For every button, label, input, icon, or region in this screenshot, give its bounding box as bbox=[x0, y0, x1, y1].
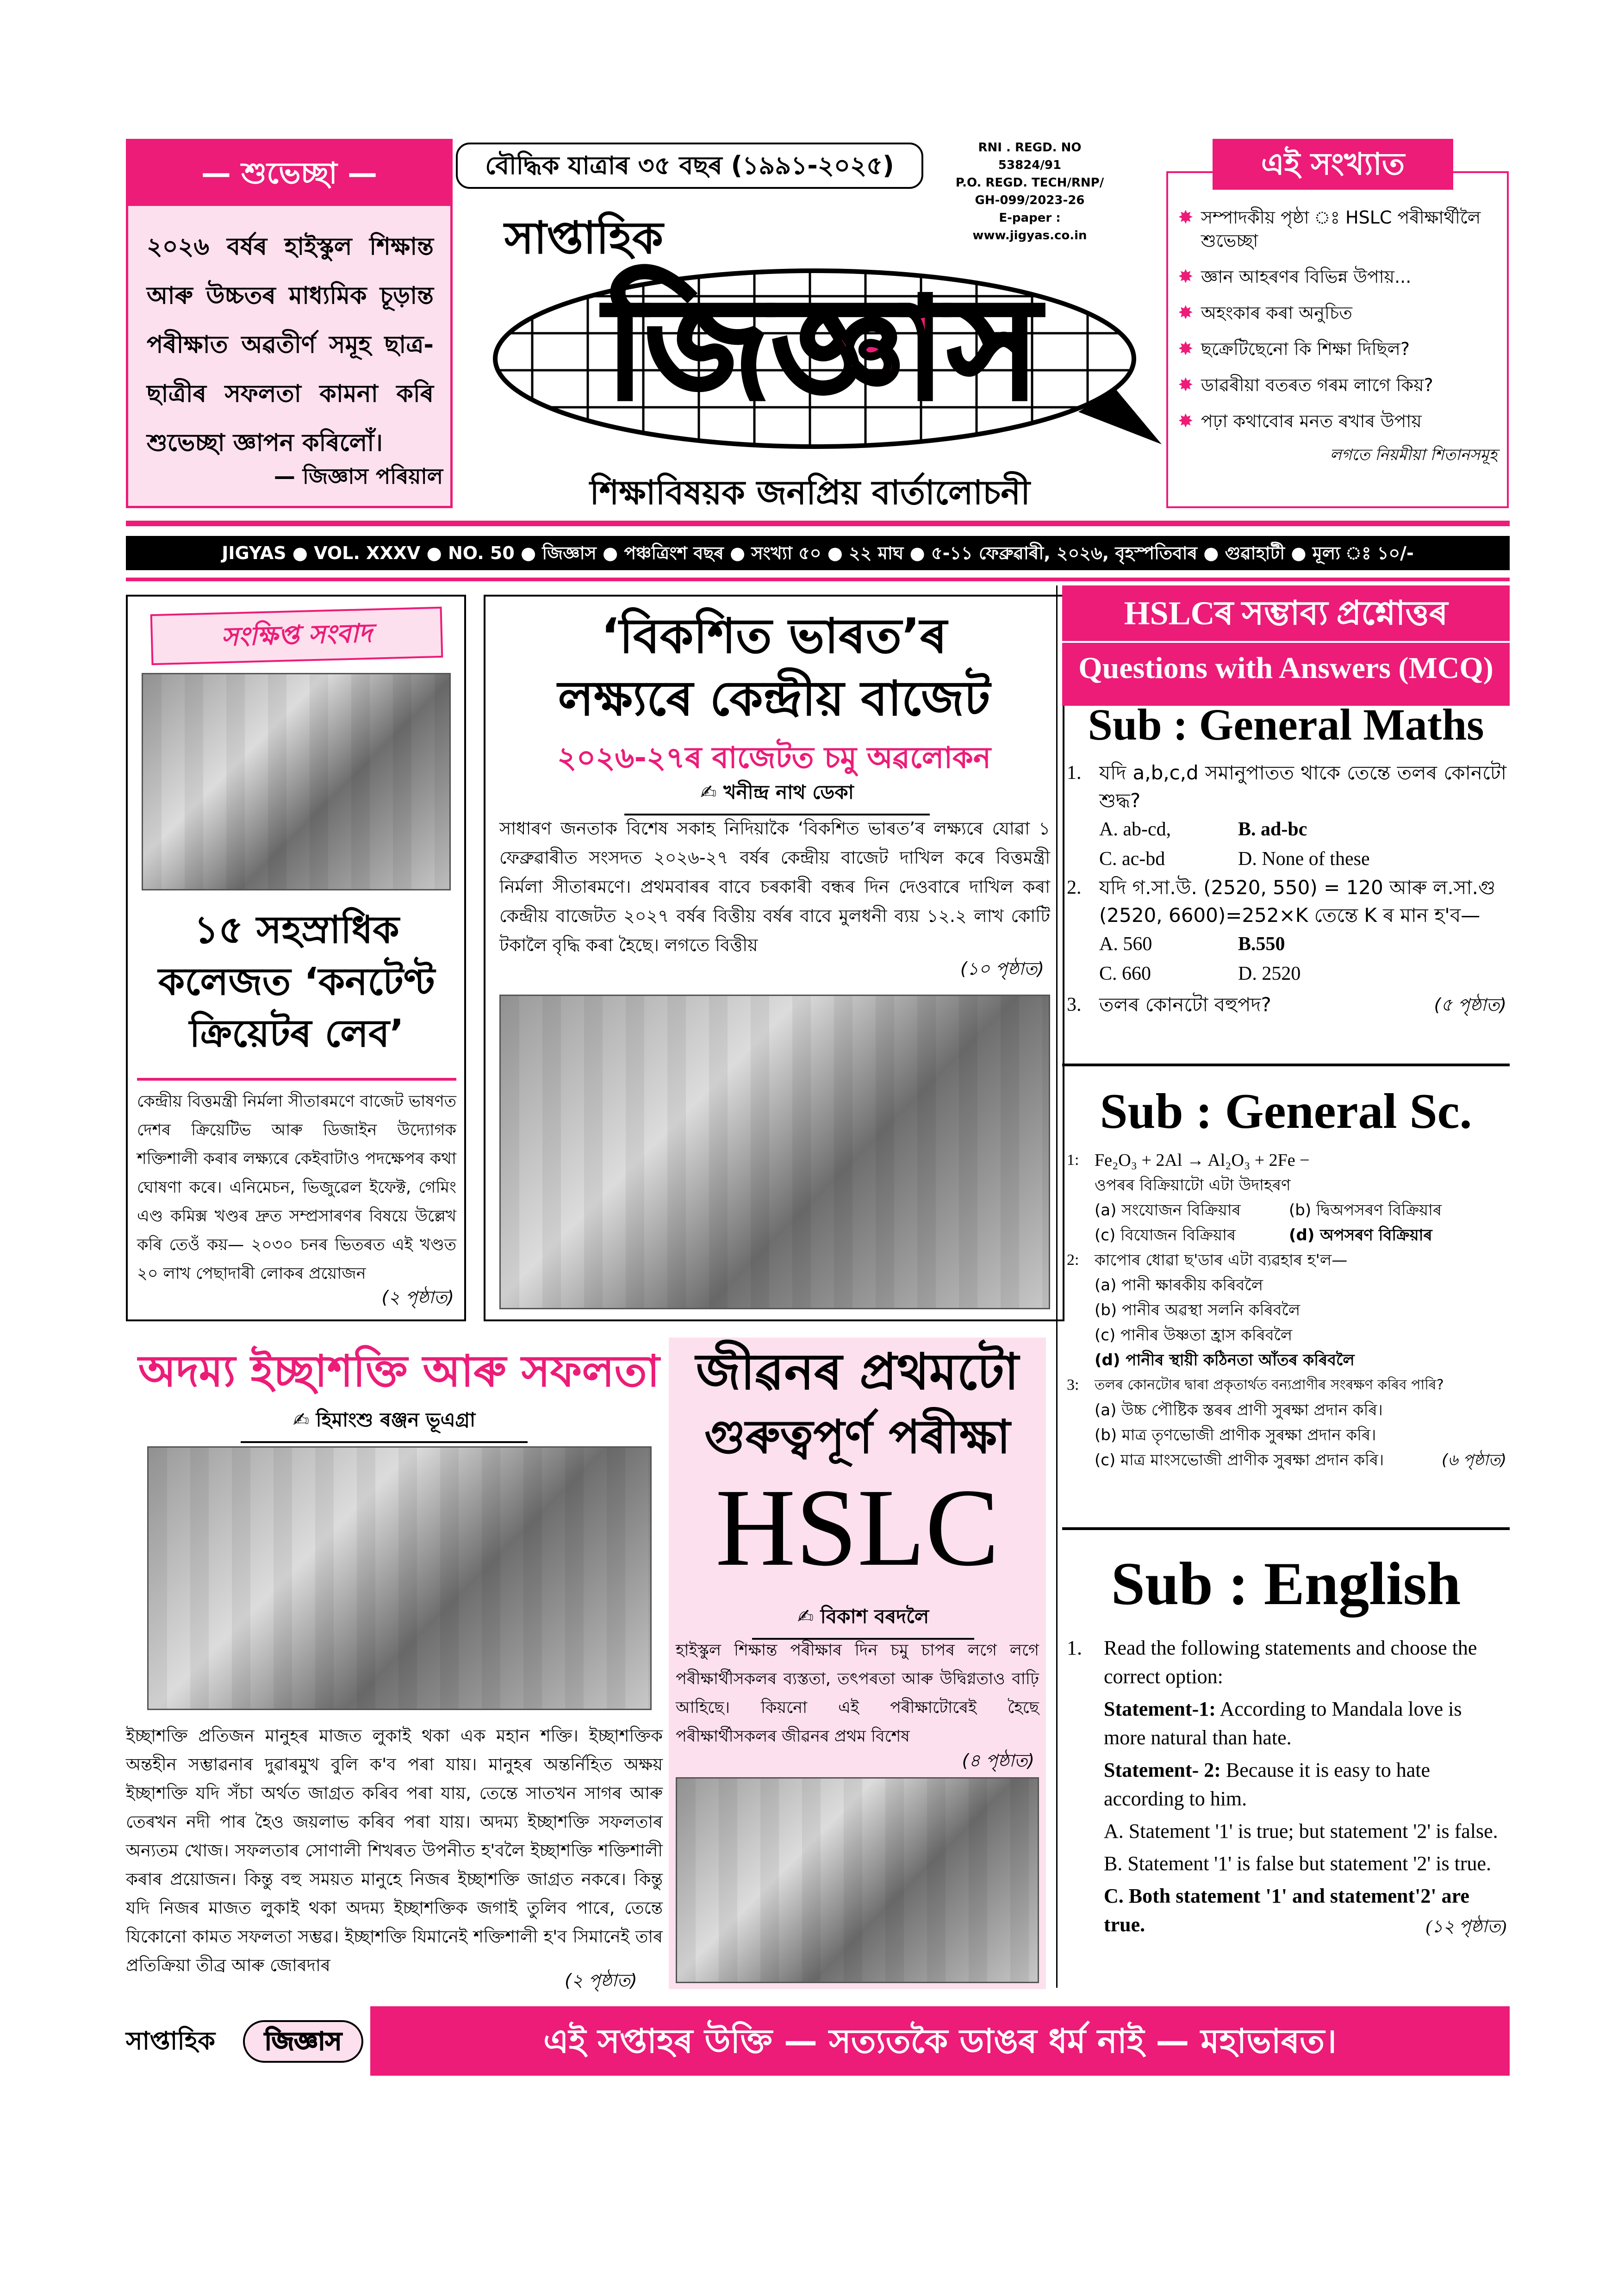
greeting-box bbox=[126, 139, 453, 508]
science-q1-d: (d) অপসৰণ বিক্ৰিয়াৰ bbox=[1289, 1226, 1432, 1244]
science-title: Sub : General Sc. bbox=[1100, 1084, 1472, 1139]
maths-q2-opt-b: B.550 bbox=[1238, 933, 1285, 955]
brief-news-label: সংক্ষিপ্ত সংবাদ bbox=[150, 607, 443, 665]
contents-item[interactable]: ✸ জ্ঞান আহৰণৰ বিভিন্ন উপায়... bbox=[1178, 266, 1412, 287]
hslc-qa-title-en: Questions with Answers (MCQ) bbox=[1062, 641, 1510, 694]
brief-news-ref[interactable]: (২ পৃষ্ঠাত) bbox=[381, 1287, 454, 1307]
footer-logo: জিজ্ঞাস bbox=[243, 2020, 363, 2063]
science-q1-c: (c) বিযোজন বিক্ৰিয়াৰ bbox=[1095, 1226, 1236, 1244]
english-statement-1: Statement-1: According to Mandala love is more natural than hate. bbox=[1104, 1698, 1462, 1749]
brief-news-box bbox=[126, 595, 466, 1321]
english-opt-c: C. Both statement '1' and statement'2' are true. bbox=[1104, 1885, 1469, 1936]
maths-q3: তলৰ কোনটো বহুপদ? bbox=[1099, 993, 1271, 1016]
star-bullet-icon: ✸ bbox=[1178, 302, 1194, 324]
hslc-exam-big: HSLC bbox=[715, 1466, 1000, 1589]
contents-list bbox=[1178, 206, 1497, 469]
brief-news-body: কেন্দ্ৰীয় বিত্তমন্ত্ৰী নিৰ্মলা সীতাৰমণে বাজেট ভাষণত দেশৰ ক্ৰিয়েটিভ আৰু ডিজাইন উদ্যোগক শক্তিশালী কৰাৰ লক্ষ্যৰে কেইবাটাও পদক্ষেপৰ কথা ঘোষণা কৰে। এনিমেচন, ভিজুৱেল ইফেক্ট, গেমিং এণ্ড কমিক্স খণ্ডৰ দ্ৰুত সম্প্ৰসাৰণৰ বিষয়ে উল্লেখ কৰি তেওঁ কয়— ২০৩০ চনৰ ভিতৰত এই খণ্ডত ২০ লাখ পেছাদাৰী লোকৰ প্ৰয়োজন bbox=[137, 1092, 456, 1283]
contents-title: এই সংখ্যাত bbox=[1213, 139, 1453, 190]
star-bullet-icon: ✸ bbox=[1178, 338, 1194, 360]
contents-item[interactable]: ✸ পঢ়া কথাবোৰ মনত ৰখাৰ উপায় bbox=[1178, 411, 1422, 432]
maths-questions: 1. যদি a,b,c,d সমানুপাতত থাকে তেন্তে তলৰ কোনটো শুদ্ধ? A. ab-cd, B. ad-bc C. ac-bd D. None of these 2. যদি গ.সা.উ. (2520, 550) = 120 আৰু ল.সা.গু (2520, 6600)=252×K তেন্তে K ৰ মান হ'ব— A. 560 B.550 C. 660 D. 2520 3. তলৰ কোনটো বহুপদ? (৫ পৃষ্ঠাত) bbox=[1067, 759, 1506, 1021]
science-q2-c: (c) পানীৰ উষ্ণতা হ্ৰাস কৰিবলৈ bbox=[1095, 1326, 1293, 1344]
rule-pink bbox=[126, 521, 1510, 526]
willpower-headline: অদম্য ইচ্ছাশক্তি আৰু সফলতা bbox=[138, 1346, 660, 1397]
science-q2-b: (b) পানীৰ অৱস্থা সলনি কৰিবলৈ bbox=[1095, 1301, 1300, 1319]
budget-headline-1: ‘বিকশিত ভাৰত’ৰ bbox=[601, 608, 947, 664]
column-divider bbox=[1056, 585, 1058, 1988]
science-questions: 1: Fe₂O₃ + 2Al → Al₂O₃ + 2Fe − ওপৰৰ বিক্ৰিয়াটো এটা উদাহৰণ (a) সংযোজন বিক্ৰিয়াৰ (b) দ্বিঅপসৰণ বিক্ৰিয়াৰ (c) বিযোজন বিক্ৰিয়াৰ (d) অপসৰণ বিক্ৰিয়াৰ 2: কাপোৰ ধোৱা ছ'ডাৰ এটা ব্যৱহাৰ হ'ল— (a) পানী ক্ষাৰকীয় কৰিবলৈ (b) পানীৰ অৱস্থা সলনি কৰিবলৈ (c) পানীৰ উষ্ণতা হ্ৰাস কৰিবলৈ (d) পানীৰ স্থায়ী কঠিনতা আঁতৰ কৰিবলৈ 3: তলৰ কোনটোৰ দ্বাৰা প্ৰকৃতাৰ্থত বন্যপ্ৰাণীৰ সংৰক্ষণ কৰিব পাৰি? (a) উচ্চ পৌষ্টিক স্তৰৰ প্ৰাণী সুৰক্ষা প্ৰদান কৰি। (b) মাত্ৰ তৃণভোজী প্ৰাণীক সুৰক্ষা প্ৰদান কৰি। (c) মাত্ৰ মাংসভোজী প্ৰাণীক সুৰক্ষা প্ৰদান কৰি। (৬ পৃষ্ঠাত) bbox=[1067, 1148, 1506, 1473]
star-bullet-icon: ✸ bbox=[1178, 374, 1194, 396]
maths-q2-opt-d: D. 2520 bbox=[1238, 963, 1301, 984]
science-ref[interactable]: (৬ পৃষ্ঠাত) bbox=[1441, 1451, 1506, 1469]
willpower-byline: ✍ হিমাংশু ৰঞ্জন ভূএগ্ৰা bbox=[241, 1405, 528, 1443]
science-q1-a: (a) সংযোজন বিক্ৰিয়াৰ bbox=[1095, 1201, 1241, 1220]
greeting-title: — শুভেচ্ছা — bbox=[128, 141, 450, 206]
science-q3-a: (a) উচ্চ পৌষ্টিক স্তৰৰ প্ৰাণী সুৰক্ষা প্ৰদান কৰি। bbox=[1095, 1401, 1383, 1419]
hslc-exam-ref[interactable]: (৪ পৃষ্ঠাত) bbox=[962, 1750, 1034, 1771]
brief-news-photo bbox=[142, 673, 451, 890]
hslc-exam-headline-1: জীৱনৰ প্ৰথমটো bbox=[696, 1343, 1019, 1401]
masthead-journey: বৌদ্ধিক যাত্ৰাৰ ৩৫ বছৰ (১৯৯১-২০২৫) bbox=[456, 143, 923, 189]
budget-photo bbox=[499, 995, 1050, 1309]
masthead-tagline: শিক্ষাবিষয়ক জনপ্ৰিয় বাৰ্তালোচনী bbox=[590, 473, 1030, 512]
budget-box bbox=[484, 595, 1064, 1321]
rule-pink bbox=[137, 1078, 456, 1081]
willpower-photo bbox=[147, 1446, 652, 1710]
science-q3-b: (b) মাত্ৰ তৃণভোজী প্ৰাণীক সুৰক্ষা প্ৰদান কৰি। bbox=[1095, 1426, 1376, 1444]
epaper-link[interactable]: E-paper : www.jigyas.co.in bbox=[972, 211, 1087, 243]
greeting-text: ২০২৬ বৰ্ষৰ হাইস্কুল শিক্ষান্ত আৰু উচ্চতৰ মাধ্যমিক চূড়ান্ত পৰীক্ষাত অৱতীৰ্ণ সমূহ ছাত্ৰ-ছাত্ৰীৰ সফলতা কামনা কৰি শুভেচ্ছা জ্ঞাপন কৰিলোঁ। bbox=[147, 233, 434, 457]
willpower-ref[interactable]: (২ পৃষ্ঠাত) bbox=[565, 1970, 637, 1991]
divider bbox=[1062, 1064, 1510, 1066]
star-bullet-icon: ✸ bbox=[1178, 266, 1194, 287]
maths-q1-opt-a: A. ab-cd, bbox=[1099, 819, 1171, 840]
budget-subhead: ২০২৬-২৭ৰ বাজেটত চমু অৱলোকন bbox=[557, 741, 991, 775]
contents-item[interactable]: ✸ ছক্ৰেটিছেনো কি শিক্ষা দিছিল? bbox=[1178, 338, 1410, 360]
masthead-weekly: সাপ্তাহিক bbox=[504, 212, 664, 264]
maths-q1: যদি a,b,c,d সমানুপাতত থাকে তেন্তে তলৰ কোনটো শুদ্ধ? bbox=[1099, 761, 1506, 812]
contents-item[interactable]: ✸ ডাৱৰীয়া বতৰত গৰম লাগে কিয়? bbox=[1178, 374, 1433, 396]
science-q1-b: (b) দ্বিঅপসৰণ বিক্ৰিয়াৰ bbox=[1289, 1201, 1442, 1220]
willpower-body: ইচ্ছাশক্তি প্ৰতিজন মানুহৰ মাজত লুকাই থকা এক মহান শক্তি। ইচ্ছাশক্তিক অন্তহীন সম্ভাৱনাৰ দুৱাৰমুখ বুলি ক'ব পৰা যায়। মানুহৰ অন্তৰ্নিহিত অক্ষয় ইচ্ছাশক্তি যদি সঁচা অৰ্থত জাগ্ৰত কৰিব পৰা যায়, তেন্তে সাতখন সাগৰ আৰু তেৰখন নদী পাৰ হৈও জয়লাভ কৰিব পৰা যায়। অদম্য ইচ্ছাশক্তি সফলতাৰ অন্যতম খোজ। সফলতাৰ সোণালী শিখৰত উপনীত হ'বলৈ ইচ্ছাশক্তি শক্তিশালী কৰাৰ প্ৰয়োজন। কিন্তু বহু সময়ত মানুহে নিজৰ ইচ্ছাশক্তি জাগ্ৰত নকৰে। কিন্তু যদি নিজৰ মাজত লুকাই থকা অদম্য ইচ্ছাশক্তিক জগাই তুলিব পাৰে, তেন্তে যিকোনো কামত সফলতা সম্ভৱ। ইচ্ছাশক্তি যিমানেই শক্তিশালী হ'ব সিমানেই তাৰ প্ৰতিক্ৰিয়া তীব্ৰ আৰু জোৰদাৰ bbox=[126, 1726, 663, 1975]
maths-q2: যদি গ.সা.উ. (2520, 550) = 120 আৰু ল.সা.গু (2520, 6600)=252×K তেন্তে K ৰ মান হ'ব— bbox=[1099, 876, 1496, 927]
hslc-exam-byline: ✍ বিকাশ বৰদলৈ bbox=[752, 1601, 974, 1640]
science-q2-d: (d) পানীৰ স্থায়ী কঠিনতা আঁতৰ কৰিবলৈ bbox=[1095, 1351, 1355, 1369]
english-title: Sub : English bbox=[1111, 1549, 1461, 1618]
rule-pink bbox=[126, 578, 1510, 581]
maths-q1-opt-b: B. ad-bc bbox=[1238, 819, 1307, 840]
english-questions: 1. Read the following statements and choose the correct option: Statement-1: According to Mandala love is more natural than hate. Statement- 2: Because it is easy to hate according to him. A. Statement '1' is true; but statement '2' is false. B. Statement '1' is false but statement '2' is true. C. Both statement '1' and statement'2' are true. (১২ পৃষ্ঠাত) bbox=[1067, 1634, 1506, 1941]
maths-q1-opt-c: C. ac-bd bbox=[1099, 848, 1165, 870]
hslc-exam-photo bbox=[676, 1777, 1039, 1983]
divider bbox=[1062, 1527, 1510, 1530]
hslc-qa-header bbox=[1062, 585, 1510, 706]
science-q3: তলৰ কোনটোৰ দ্বাৰা প্ৰকৃতাৰ্থত বন্যপ্ৰাণীৰ সংৰক্ষণ কৰিব পাৰি? bbox=[1095, 1377, 1444, 1393]
brief-news-headline: ১৫ সহস্ৰাধিক কলেজত ‘কনটেণ্ট ক্ৰিয়েটৰ লেব’ bbox=[158, 908, 435, 1056]
gh-number: GH-099/2023-26 bbox=[975, 193, 1085, 207]
star-bullet-icon: ✸ bbox=[1178, 411, 1194, 432]
science-q2-a: (a) পানী ক্ষাৰকীয় কৰিবলৈ bbox=[1095, 1276, 1263, 1294]
hslc-exam-headline-2: গুৰুত্বপূৰ্ণ পৰীক্ষা bbox=[704, 1410, 1011, 1464]
science-q3-c: (c) মাত্ৰ মাংসভোজী প্ৰাণীক সুৰক্ষা প্ৰদান কৰি। bbox=[1095, 1451, 1384, 1469]
po-regd: P.O. REGD. TECH/RNP/ bbox=[955, 176, 1104, 190]
issue-bar: JIGYAS ● VOL. XXXV ● NO. 50 ● জিজ্ঞাস ● পঞ্চত্ৰিংশ বছৰ ● সংখ্যা ৫০ ● ২২ মাঘ ● ৫-১১ ফেব্ৰুৱাৰী, ২০২৬, বৃহস্পতিবাৰ ● গুৱাহাটী ● মূল্য ঃ ১০/- bbox=[126, 536, 1510, 570]
budget-ref[interactable]: (১০ পৃষ্ঠাত) bbox=[960, 958, 1044, 979]
maths-ref[interactable]: (৫ পৃষ্ঠাত) bbox=[1434, 995, 1506, 1015]
science-q1: ওপৰৰ বিক্ৰিয়াটো এটা উদাহৰণ bbox=[1095, 1176, 1291, 1195]
rni-number: RNI . REGD. NO 53824/91 bbox=[978, 141, 1082, 172]
english-q1: Read the following statements and choose the correct option: bbox=[1104, 1636, 1477, 1688]
hslc-exam-box bbox=[669, 1338, 1046, 1989]
star-bullet-icon: ✸ bbox=[1178, 207, 1194, 228]
science-equation: Fe₂O₃ + 2Al → Al₂O₃ + 2Fe − bbox=[1095, 1151, 1310, 1170]
contents-item[interactable]: ✸ সম্পাদকীয় পৃষ্ঠা ঃ HSLC পৰীক্ষাৰ্থীলৈ শুভেচ্ছা bbox=[1178, 206, 1497, 252]
footer-quote: এই সপ্তাহৰ উক্তি — সত্যতকৈ ডাঙৰ ধৰ্ম নাই — মহাভাৰত। bbox=[370, 2006, 1510, 2076]
hslc-qa-title-bn: HSLCৰ সম্ভাব্য প্ৰশ্নোত্তৰ bbox=[1124, 595, 1448, 632]
contents-item[interactable]: ✸ অহংকাৰ কৰা অনুচিত bbox=[1178, 302, 1352, 324]
footer-weekly: সাপ্তাহিক bbox=[126, 2026, 215, 2055]
english-ref[interactable]: (১২ পৃষ্ঠাত) bbox=[1425, 1917, 1506, 1936]
english-opt-a: A. Statement '1' is true; but statement '2' is false. bbox=[1104, 1820, 1498, 1842]
science-q2: কাপোৰ ধোৱা ছ'ডাৰ এটা ব্যৱহাৰ হ'ল— bbox=[1095, 1251, 1348, 1269]
maths-q2-opt-c: C. 660 bbox=[1099, 963, 1151, 984]
registration-info bbox=[946, 139, 1113, 244]
contents-footer: লগতে নিয়মীয়া শিতানসমূহ bbox=[1330, 446, 1497, 464]
english-opt-b: B. Statement '1' is false but statement '2' is true. bbox=[1104, 1852, 1492, 1875]
budget-body: সাধাৰণ জনতাক বিশেষ সকাহ নিদিয়াকৈ ‘বিকশিত ভাৰত’ৰ লক্ষ্যৰে যোৱা ১ ফেব্ৰুৱাৰীত সংসদত ২০২৬-২৭ বৰ্ষৰ কেন্দ্ৰীয় বাজেট দাখিল কৰে বিত্তমন্ত্ৰী নিৰ্মলা সীতাৰমণে। প্ৰথমবাৰৰ বাবে চৰকাৰী বন্ধৰ দিন দেওবাৰে দাখিল কৰা কেন্দ্ৰীয় বাজেটত ২০২৭ বৰ্ষৰ বিত্তীয় বৰ্ষৰ বাবে মুলধনী ব্যয় ১২.২ লাখ কোটি টকালৈ বৃদ্ধি কৰা হৈছে। লগতে বিত্তীয় bbox=[499, 818, 1050, 955]
budget-byline: ✍ খনীন্দ্ৰ নাথ ডেকা bbox=[624, 777, 930, 815]
english-statement-2: Statement- 2: Because it is easy to hate according to him. bbox=[1104, 1759, 1430, 1810]
hslc-exam-body: হাইস্কুল শিক্ষান্ত পৰীক্ষাৰ দিন চমু চাপৰ লগে লগে পৰীক্ষাৰ্থীসকলৰ ব্যস্ততা, তৎপৰতা আৰু উদ্বিগ্নতাও বাঢ়ি আহিছে। কিয়নো এই পৰীক্ষাটোৰেই হৈছে পৰীক্ষাৰ্থীসকলৰ জীৱনৰ প্ৰথম বিশেষ bbox=[676, 1641, 1039, 1746]
maths-q1-opt-d: D. None of these bbox=[1238, 848, 1370, 870]
maths-q2-opt-a: A. 560 bbox=[1099, 933, 1152, 955]
maths-title: Sub : General Maths bbox=[1088, 700, 1484, 749]
masthead-title: জিজ্ঞাস bbox=[605, 268, 1043, 430]
budget-headline-2: লক্ষ্যৰে কেন্দ্ৰীয় বাজেট bbox=[558, 670, 990, 727]
greeting-signature: — জিজ্ঞাস পৰিয়াল bbox=[274, 464, 443, 489]
